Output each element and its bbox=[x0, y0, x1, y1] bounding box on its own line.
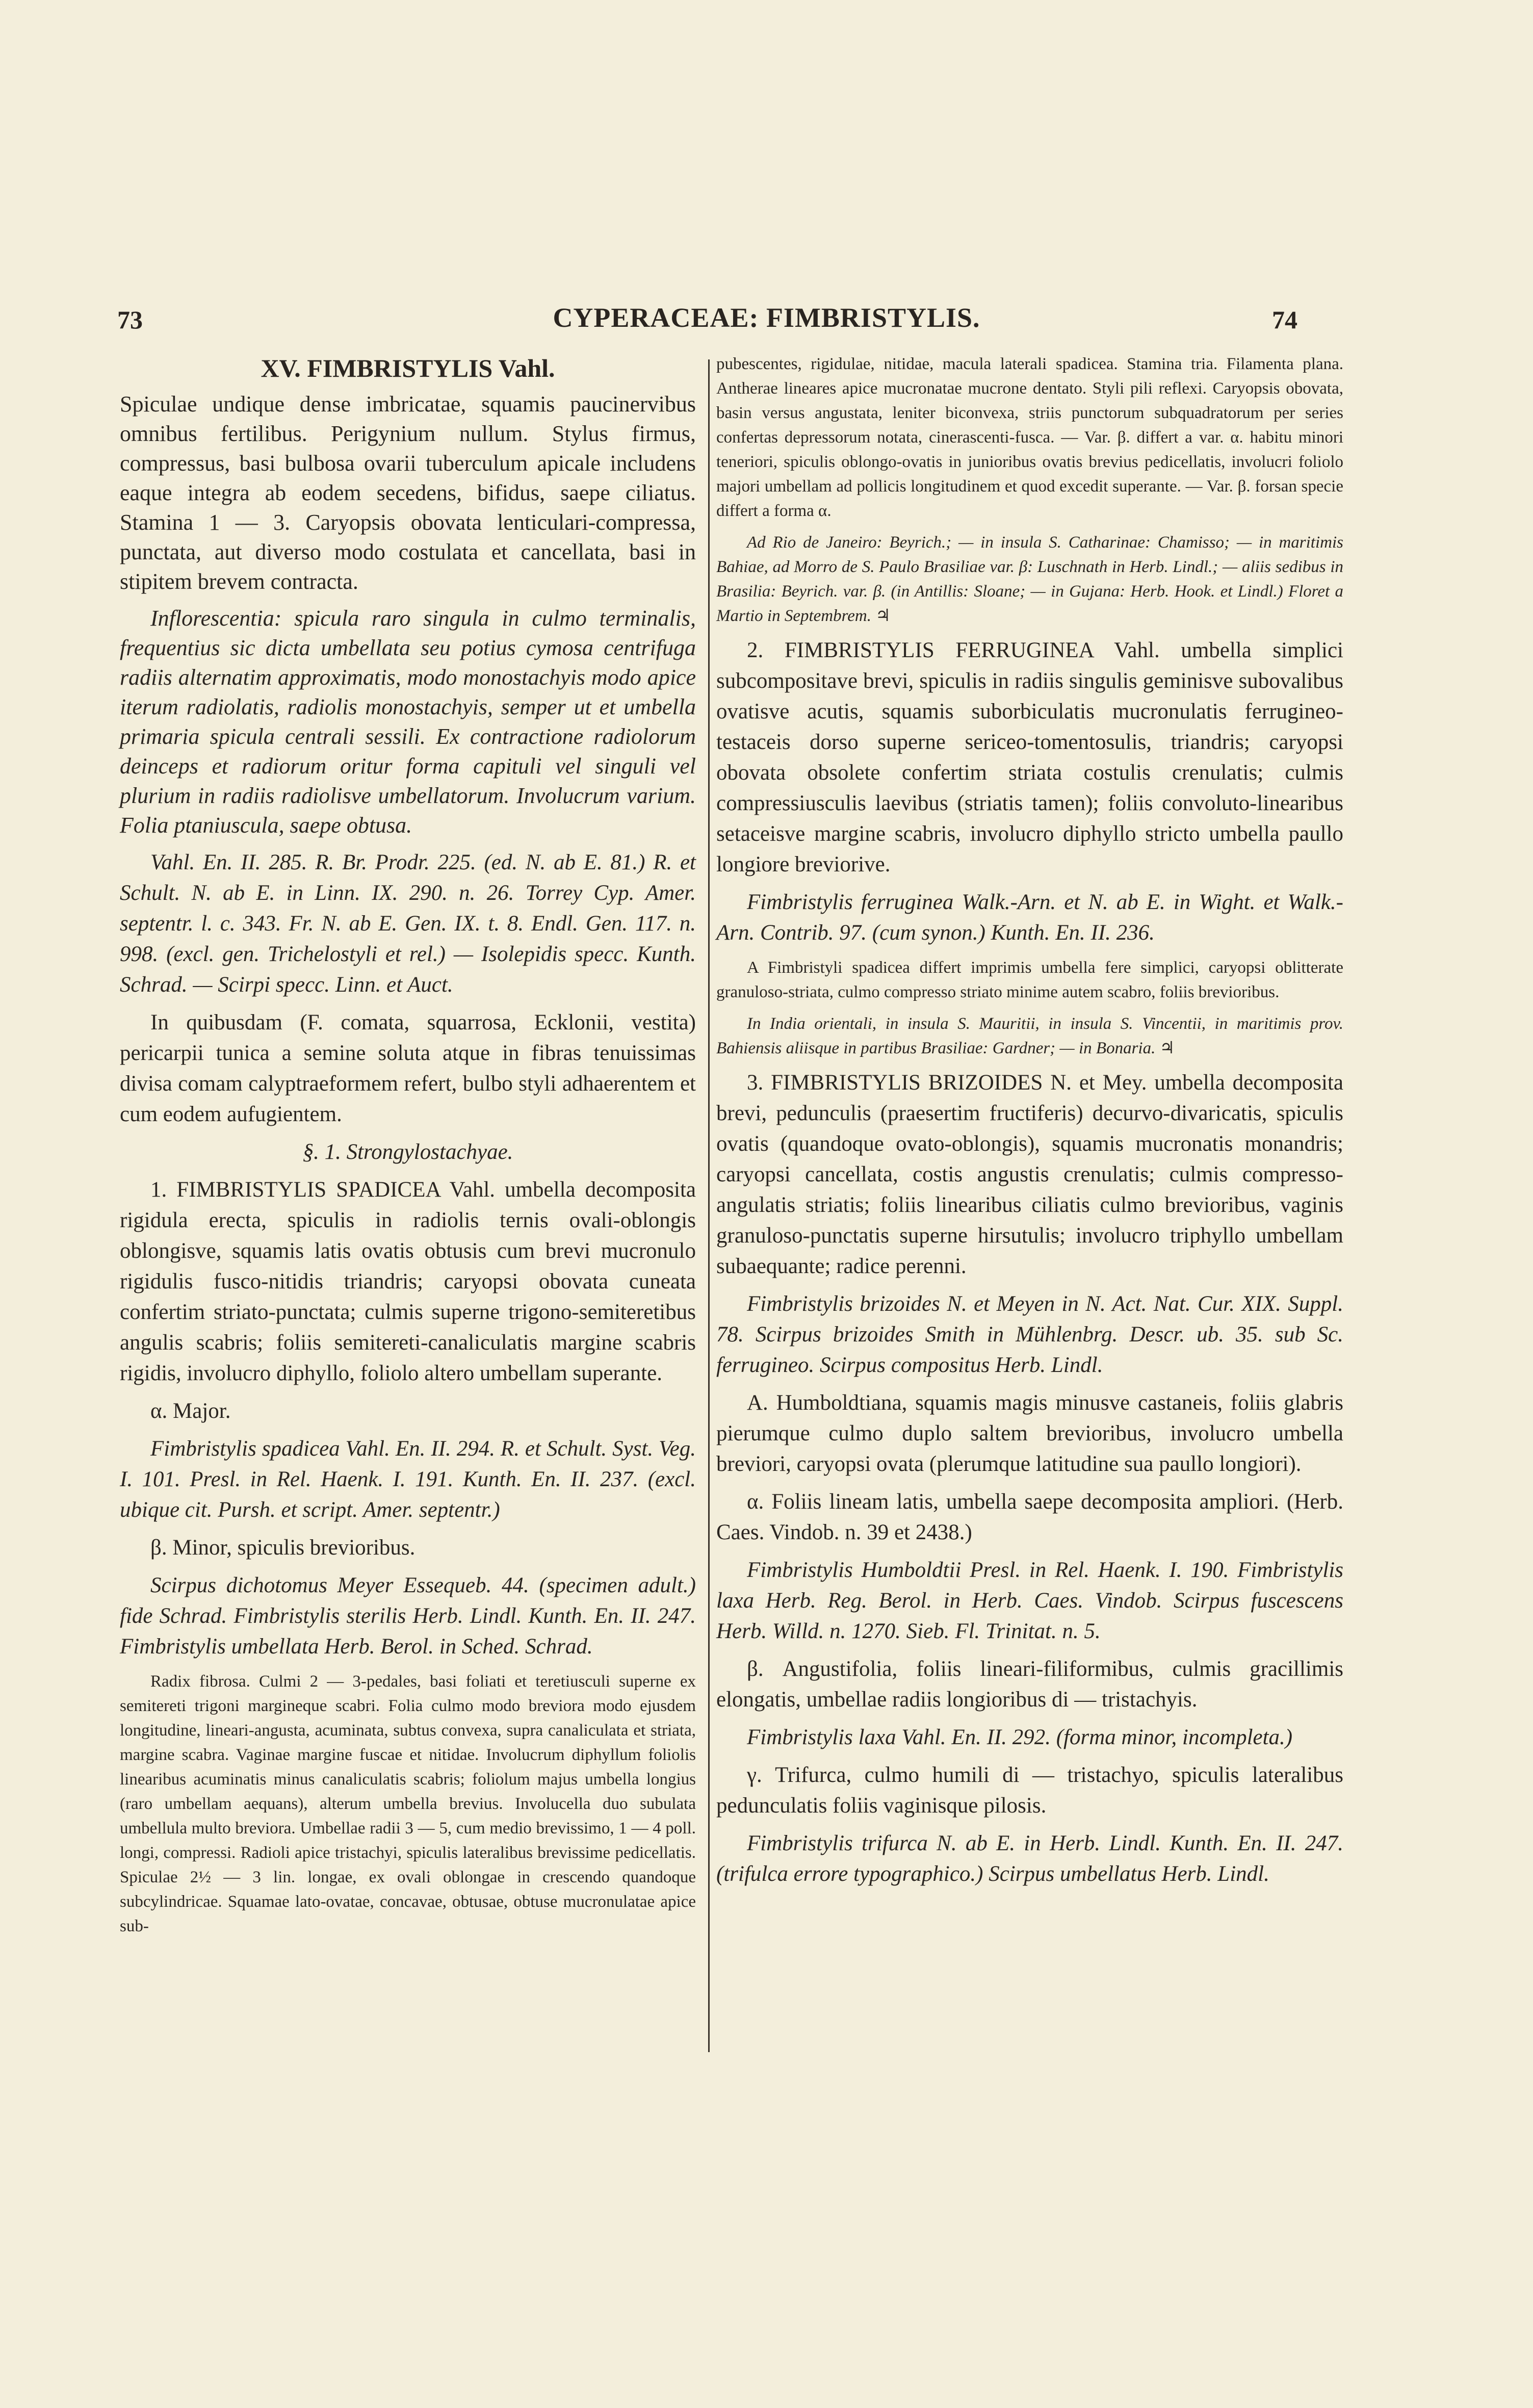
paragraph-sp1-radix: Radix fibrosa. Culmi 2 — 3-pedales, basi foliati et teretiusculi superne ex semitereti trigoni margineque scabri. Folia culmo modo breviora modo ejusdem longitudine, lineari-angusta, acuminata, subtus convexa, supra canaliculata et striata, margine scabra. Vaginae margine fuscae et nitidae. Involucrum diphyllum foliolis linearibus acuminatis minus canaliculatis scabris; foliolum majus umbella longius (raro umbellam aequans), alterum umbella brevius. Involucella duo subulata umbellula multo breviora. Umbellae radii 3 — 5, cum medio brevissimo, 1 — 4 poll. longi, compressi. Radioli apice tristachyi, spiculis lateralibus brevissime pedicellatis. Spiculae 2½ — 3 lin. longae, ex ovali oblongae in crescendo quandoque subcylindricae. Squamae lato-ovatae, concavae, obtusae, obtuse mucronulatae apice sub- bbox=[120, 1672, 696, 1935]
paragraph-sp2-diagnosis: 2. FIMBRISTYLIS FERRUGINEA Vahl. umbella simplici subcompositave brevi, spiculis in radiis singulis geminisve subovalibus ovatisve acutis, squamis suborbiculatis mucronulatis ferrugineo-testaceis dorso superne sericeo-tomentosulis, triandris; caryopsi obovata obsolete confertim striata costulis crenulatis; culmis compressiusculis laevibus (striatis tamen); foliis convoluto-linearibus setaceisve margine scabris, involucro diphyllo stricto umbella paullo longiore breviorive. bbox=[716, 638, 1343, 876]
paragraph-genus-description: Spiculae undique dense imbricatae, squamis paucinervibus omnibus fertilibus. Perigynium nullum. Stylus firmus, compressus, basi bulbosa ovarii tuberculum apicale includens eaque integra ab eodem secedens, bifidus, saepe ciliatus. Stamina 1 — 3. Caryopsis obovata lenticulari-compressa, punctata, aut diverso modo costulata et cancellata, basi in stipitem brevem contracta. bbox=[120, 392, 696, 594]
paragraph-sp3-refs: Fimbristylis brizoides N. et Meyen in N. Act. Nat. Cur. XIX. Suppl. 78. Scirpus brizoides Smith in Mühlenbrg. Descr. ub. 35. sub Sc. ferrugineo. Scirpus compositus Herb. Lindl. bbox=[716, 1292, 1343, 1377]
paragraph-sp1-cont: pubescentes, rigidulae, nitidae, macula laterali spadicea. Stamina tria. Filamenta plana. Antherae lineares apice mucronatae mucrone dentato. Styli pili reflexi. Caryopsis obovata, basin versus angustata, leniter biconvexa, striis punctorum subquadratorum per series confertas depressorum notata, cinerascenti-fusca. — Var. β. differt a var. α. habitu minori teneriori, spiculis oblongo-ovatis in junioribus ovatis brevius pedicellatis, involucri foliolo majori umbellam ad pollicis longitudinem et quod excedit superante. — Var. β. forsan specie differt a forma α. bbox=[716, 355, 1343, 520]
page-number-right: 74 bbox=[1272, 305, 1297, 334]
page-header bbox=[0, 302, 1533, 341]
paragraph-sp3-diagnosis: 3. FIMBRISTYLIS BRIZOIDES N. et Mey. umbella decomposita brevi, pedunculis (praesertim fructiferis) decurvo-divaricatis, spiculis ovatis (quandoque ovato-oblongis), squamis mucronatis monandris; caryopsi cancellata, costis angustis crenulatis; culmis compresso-angulatis striatis; foliis linearibus ciliatis culmo brevioribus, vaginis granuloso-punctatis superne hirsutulis; involucro triphyllo umbellam subaequante; radice perenni. bbox=[716, 1071, 1343, 1278]
paragraph-sp3-alpha: α. Foliis lineam latis, umbella saepe decomposita ampliori. (Herb. Caes. Vindob. n. 39 et 2438.) bbox=[716, 1490, 1343, 1544]
paragraph-sp1-beta: β. Minor, spiculis brevioribus. bbox=[150, 1536, 415, 1560]
paragraph-sp2-localities: In India orientali, in insula S. Mauritii, in insula S. Vincentii, in maritimis prov. Bahiensis aliisque in partibus Brasiliae: Gardner; — in Bonaria. ♃ bbox=[716, 1015, 1343, 1057]
paragraph-title: XV. FIMBRISTYLIS Vahl. bbox=[261, 354, 555, 382]
paragraph-sp1-beta-refs: Scirpus dichotomus Meyer Essequeb. 44. (specimen adult.) fide Schrad. Fimbristylis sterilis Herb. Lindl. Kunth. En. II. 247. Fimbristylis umbellata Herb. Berol. in Sched. Schrad. bbox=[120, 1573, 696, 1659]
paragraph-sp1-alpha: α. Major. bbox=[150, 1399, 231, 1423]
paragraph-sp1-localities: Ad Rio de Janeiro: Beyrich.; — in insula S. Catharinae: Chamisso; — in maritimis Bahiae, ad Morro de S. Paulo Brasiliae var. β: Luschnath in Herb. Lindl.; — aliis sedibus in Brasilia: Beyrich. var. β. (in Antillis: Sloane; — in Gujana: Herb. Hook. et Lindl.) Floret a Martio in Septembrem. ♃ bbox=[716, 533, 1343, 625]
running-title: CYPERACEAE: FIMBRISTYLIS. bbox=[553, 302, 980, 333]
paragraph-sp2-refs: Fimbristylis ferruginea Walk.-Arn. et N. ab E. in Wight. et Walk.-Arn. Contrib. 97. (cum synon.) Kunth. En. II. 236. bbox=[716, 890, 1343, 945]
paragraph-sp1-alpha-refs: Fimbristylis spadicea Vahl. En. II. 294. R. et Schult. Syst. Veg. I. 101. Presl. in Rel. Haenk. I. 191. Kunth. En. II. 237. (excl. ubique cit. Pursh. et script. Amer. septentr.) bbox=[120, 1437, 696, 1522]
paragraph-quibusdam: In quibusdam (F. comata, squarrosa, Ecklonii, vestita) pericarpii tunica a semine soluta atque in fibras tenuissimas divisa comam calyptraeformem refert, bulbo styli adhaerentem et cum eodem aufugientem. bbox=[120, 1011, 696, 1126]
paragraph-sp3-A: A. Humboldtiana, squamis magis minusve castaneis, foliis glabris pierumque culmo duplo saltem brevioribus, involucro umbella breviori, caryopsi ovata (plerumque latitudine sua paullo longiori). bbox=[716, 1391, 1343, 1476]
column-divider bbox=[708, 359, 710, 2052]
paragraph-sp3-alpha-refs: Fimbristylis Humboldtii Presl. in Rel. Haenk. I. 190. Fimbristylis laxa Herb. Reg. Berol. in Herb. Caes. Vindob. Scirpus fuscescens Herb. Willd. n. 1270. Sieb. Fl. Trinitat. n. 5. bbox=[716, 1558, 1343, 1643]
paragraph-section-1: §. 1. Strongylostachyae. bbox=[302, 1140, 513, 1164]
paragraph-sp3-gamma-refs: Fimbristylis trifurca N. ab E. in Herb. Lindl. Kunth. En. II. 247. (trifulca errore typographico.) Scirpus umbellatus Herb. Lindl. bbox=[716, 1831, 1343, 1886]
page-number-left: 73 bbox=[117, 305, 143, 334]
left-column bbox=[120, 352, 696, 1946]
paragraph-sp1-diagnosis: 1. FIMBRISTYLIS SPADICEA Vahl. umbella decomposita rigidula erecta, spiculis in radiolis ternis ovali-oblongis oblongisve, squamis latis ovatis obtusis cum brevi mucronulo rigidulis fusco-nitidis triandris; caryopsi obovata cuneata confertim striato-punctata; culmis superne trigono-semiteretibus angulis scabris; foliis semitereti-canaliculatis margine scabris rigidis, involucro diphyllo, foliolo altero umbellam superante. bbox=[120, 1178, 696, 1385]
paragraph-genus-refs: Vahl. En. II. 285. R. Br. Prodr. 225. (ed. N. ab E. 81.) R. et Schult. N. ab E. in Linn. IX. 290. n. 26. Torrey Cyp. Amer. septentr. l. c. 343. Fr. N. ab E. Gen. IX. t. 8. Endl. Gen. 117. n. 998. (excl. gen. Trichelostyli et rel.) — Isolepidis specc. Kunth. Schrad. — Scirpi specc. Linn. et Auct. bbox=[120, 850, 696, 997]
paragraph-sp3-beta: β. Angustifolia, foliis lineari-filiformibus, culmis gracillimis elongatis, umbellae radiis longioribus di — tristachyis. bbox=[716, 1657, 1343, 1712]
paragraph-sp3-beta-refs: Fimbristylis laxa Vahl. En. II. 292. (forma minor, incompleta.) bbox=[747, 1725, 1293, 1749]
right-column bbox=[716, 352, 1343, 1897]
paragraph-sp3-gamma: γ. Trifurca, culmo humili di — tristachyo, spiculis lateralibus pedunculatis foliis vaginisque pilosis. bbox=[716, 1763, 1343, 1818]
paragraph-sp2-note: A Fimbristyli spadicea differt imprimis umbella fere simplici, caryopsi oblitterate granuloso-striata, culmo compresso striato minime autem scabro, foliis brevioribus. bbox=[716, 959, 1343, 1001]
paragraph-inflorescentia: Inflorescentia: spicula raro singula in culmo terminalis, frequentius sic dicta umbellata seu potius cymosa centrifuga radiis alternatim approximatis, modo monostachyis modo apice iterum radiolatis, radiolis monostachyis, semper ut et umbella primaria spicula centrali sessili. Ex contractione radiolorum deinceps et radiorum oritur forma capituli vel singuli vel plurium in radiis radiolisve umbellatorum. Involucrum varium. Folia ptaniuscula, saepe obtusa. bbox=[120, 606, 696, 838]
